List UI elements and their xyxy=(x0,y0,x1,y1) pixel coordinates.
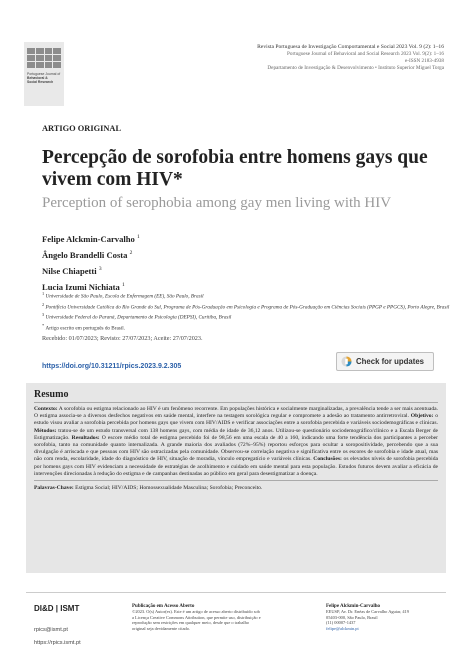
header-line-4: Departamento de Investigação & Desenvolvimento • Instituto Superior Miguel Torga xyxy=(267,65,444,71)
affiliation: * Artigo escrito em português do Brasil. xyxy=(42,323,125,332)
affiliation: $^1$ Universidade de São Paulo, Escola de Enfermagem (EE), São Paulo, Brasil xyxy=(42,291,204,300)
journal-logo xyxy=(24,42,64,106)
author-list xyxy=(42,230,140,293)
author[interactable]: Felipe Alckmin-Carvalho $^1$ xyxy=(42,233,140,244)
header-line-3: e-ISSN 2183-4938 xyxy=(404,58,444,64)
journal-header xyxy=(257,44,444,72)
footer-website[interactable]: https://rpics.ismt.pt xyxy=(34,640,81,646)
open-access-notice: Publicação em Acesso Aberto ©2023. O(s) Autor(es). Este é um artigo de acesso aberto distribuído sob a Licença Creative Commons Attribution, que permite uso, distribuição e reprodução sem restrições em qualquer meio, desde que o trabalho original seja devidamente citado. xyxy=(132,604,261,631)
logo-text: Portuguese Journal of Behavioral & Social Research xyxy=(27,72,61,85)
abstract-box xyxy=(26,383,446,573)
logo-pattern xyxy=(27,48,61,68)
submission-dates: Recebido: 01/07/2023; Revisto: 27/07/2023; Aceite: 27/07/2023. xyxy=(42,335,203,342)
footer-links xyxy=(34,624,81,650)
correspondence-block: Felipe Alckmin-Carvalho EEUSP, Av. Dr. Enéas de Carvalho Aguiar, 419 05403-000, São Paulo, Brasil (11) 00007-1437 felipe@alckmin.pt xyxy=(326,604,409,631)
header-line-1: Revista Portuguesa de Investigação Comportamental e Social 2023 Vol. 9 (2): 1–16 xyxy=(257,44,444,50)
footer-brand: DI&D | ISMT xyxy=(34,604,80,613)
abstract-heading: Resumo xyxy=(34,389,69,400)
abstract-body: Contexto: A sorofobia ou estigma relacionado ao HIV é um fenômeno recorrente. Em populações histórica e socialmente marginalizadas, a prevalência tende a ser mais acentuada. O estigma associa-se a diversos desfechos negativos em saúde mental, interfere na testagem sorológica regular e compromete a adesão ao tratamento antirretroviral. Objetivo: o estudo visou avaliar a sorofobia percebida por homens gays que vivem com HIV/AIDS e verificar associações entre a sorofobia percebida e variáveis sociodemográficas e clínicas. Métodos: tratou-se de um estudo transversal com 138 homens gays, com média de idade de 36,12 anos. Utilizou-se questionário sociodemográfico/clínico e a Escala Berger de Estigmatização. Resultados: O escore médio total de estigma percebido foi de 98,56 em uma escala de 40 a 160, indicando uma forte tendência dos participantes a perceber sorofobia, tanto na comunidade quanto internalizada. A grande maioria dos avaliados (72%–95%) reportou esforços para ocultar a soropositividade, percebendo que a sua divulgação é arriscada e que pessoas com HIV são ostracizadas pela comunidade. Observou-se correlação negativa e significativa entre os escores de sorofobia e idade atual, mas não com renda, escolaridade, idade do diagnóstico de HIV, situação de moradia, vínculo empregatício e variáveis clínicas. Conclusões: os elevados níveis de sorofobia percebida por homens gays com HIV evidenciam a necessidade de estratégias de acolhimento e cuidado em saúde mental para esta população. Estudos futuros devem avaliar a eficácia de intervenções direcionadas à redução do estigma e de campanhas destinadas ao público em geral para desestigmatizar a doença. xyxy=(34,406,438,477)
header-line-2: Portuguese Journal of Behavioral and Social Research 2023 Vol. 9(2): 1–16 xyxy=(287,51,444,57)
abstract-divider xyxy=(34,402,438,403)
article-subtitle: Perception of serophobia among gay men living with HIV xyxy=(42,195,392,211)
check-for-updates-button[interactable] xyxy=(336,352,434,371)
keywords-divider xyxy=(34,480,438,481)
check-for-updates-label: Check for updates xyxy=(356,357,425,366)
doi-link[interactable]: https://doi.org/10.31211/rpics.2023.9.2.305 xyxy=(42,363,182,370)
footer-divider xyxy=(26,592,446,593)
affiliation: $^2$ Pontifícia Universidade Católica do Rio Grande do Sul, Programa de Pós-Graduação em Psicologia e Programa de Pós-Graduação em Ciências Sociais (PPGP e PPGCS), Porto Alegre, Brasil xyxy=(42,301,450,311)
author[interactable]: Ângelo Brandelli Costa $^2$ xyxy=(42,249,133,260)
affiliation-list xyxy=(42,290,452,333)
footer-email[interactable]: rpics@ismt.pt xyxy=(34,627,68,633)
article-title: Percepção de sorofobia entre homens gays que vivem com HIV* xyxy=(42,147,428,190)
affiliation: $^3$ Universidade Federal do Paraná, Departamento de Psicologia (DEPSI), Curitiba, Brasil xyxy=(42,312,232,322)
author[interactable]: Nilse Chiapetti $^3$ xyxy=(42,265,102,276)
crossmark-icon xyxy=(341,356,352,367)
keywords: Palavras-Chave: Estigma Social; HIV/AIDS; Homossexualidade Masculina; Sorofobia; Preconceito. xyxy=(34,485,263,492)
author[interactable]: Lucia Izumi Nichiata $^1$ xyxy=(42,281,125,292)
section-label: ARTIGO ORIGINAL xyxy=(42,124,122,133)
